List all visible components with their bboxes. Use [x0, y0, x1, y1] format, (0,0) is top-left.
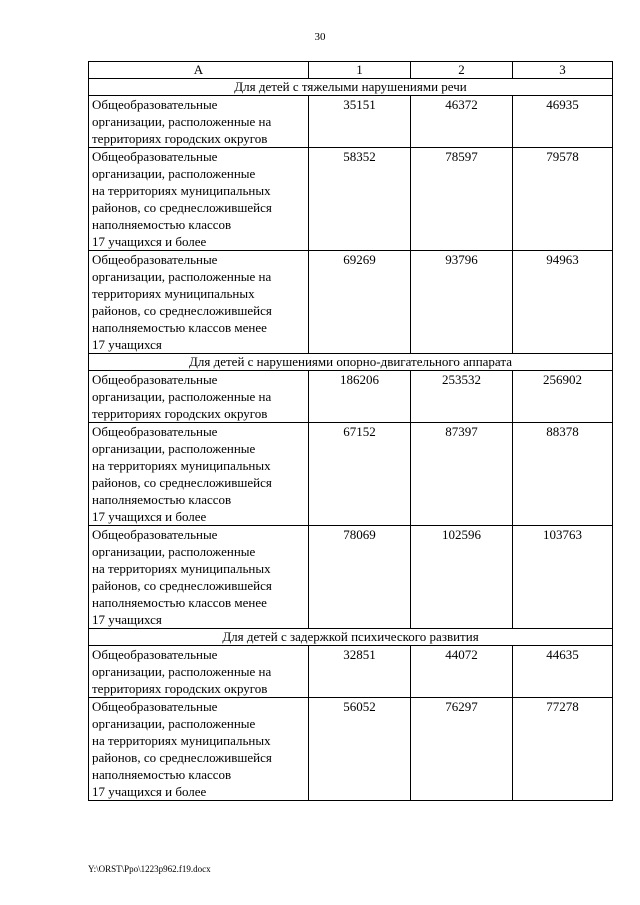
organization-type-cell [89, 371, 309, 423]
value-cell-3: 77278 [513, 698, 613, 801]
organization-type-line: Общеобразовательные [92, 527, 218, 542]
value-cell-1: 58352 [309, 148, 411, 251]
organization-type-line: на территориях муниципальных [92, 458, 271, 473]
table-row [89, 371, 613, 423]
organization-type-line: районов, со среднесложившейся [92, 200, 272, 215]
organization-type-line: организации, расположенные [92, 544, 256, 559]
organization-type-line: районов, со среднесложившейся [92, 750, 272, 765]
value-cell-1: 186206 [309, 371, 411, 423]
organization-type-line: наполняемостью классов [92, 767, 232, 782]
organization-type-line: Общеобразовательные [92, 149, 218, 164]
organization-type-line: территориях муниципальных [92, 286, 255, 301]
organization-type-line: районов, со среднесложившейся [92, 303, 272, 318]
organization-type-line: Общеобразовательные [92, 97, 218, 112]
value-cell-2: 253532 [411, 371, 513, 423]
page-number: 30 [314, 31, 326, 43]
organization-type-line: на территориях муниципальных [92, 183, 271, 198]
organization-type-line: наполняемостью классов [92, 492, 232, 507]
value-cell-2: 76297 [411, 698, 513, 801]
value-cell-2: 78597 [411, 148, 513, 251]
section-title: Для детей с тяжелыми нарушениями речи [89, 79, 613, 96]
table-header-row [89, 62, 613, 79]
value-cell-2: 102596 [411, 526, 513, 629]
organization-type-line: территориях городских округов [92, 406, 268, 421]
value-cell-2: 44072 [411, 646, 513, 698]
organization-type-line: территориях городских округов [92, 681, 268, 696]
organization-type-line: 17 учащихся и более [92, 234, 207, 249]
organization-type-cell [89, 423, 309, 526]
organization-type-line: районов, со среднесложившейся [92, 475, 272, 490]
value-cell-1: 78069 [309, 526, 411, 629]
value-cell-2: 87397 [411, 423, 513, 526]
organization-type-cell [89, 698, 309, 801]
table-body [89, 79, 613, 801]
organization-type-line: наполняемостью классов менее [92, 595, 267, 610]
value-cell-3: 88378 [513, 423, 613, 526]
organization-type-cell [89, 646, 309, 698]
footer-file-path: Y:\ORST\Ppo\1223p962.f19.docx [88, 864, 211, 874]
table-row [89, 148, 613, 251]
organization-type-line: 17 учащихся и более [92, 509, 207, 524]
value-cell-1: 67152 [309, 423, 411, 526]
value-cell-1: 35151 [309, 96, 411, 148]
column-header: 3 [513, 62, 613, 79]
organization-type-line: на территориях муниципальных [92, 561, 271, 576]
organization-type-cell [89, 251, 309, 354]
organization-type-line: организации, расположенные на [92, 664, 272, 679]
table-row [89, 526, 613, 629]
value-cell-1: 69269 [309, 251, 411, 354]
column-header: 1 [309, 62, 411, 79]
value-cell-3: 44635 [513, 646, 613, 698]
organization-type-line: Общеобразовательные [92, 252, 218, 267]
organization-type-line: 17 учащихся [92, 612, 162, 627]
organization-type-line: организации, расположенные [92, 166, 256, 181]
organization-type-cell [89, 96, 309, 148]
value-cell-3: 94963 [513, 251, 613, 354]
table-row [89, 646, 613, 698]
organization-type-line: территориях городских округов [92, 131, 268, 146]
value-cell-1: 32851 [309, 646, 411, 698]
organization-type-line: Общеобразовательные [92, 424, 218, 439]
organization-type-line: наполняемостью классов менее [92, 320, 267, 335]
value-cell-3: 103763 [513, 526, 613, 629]
organization-type-cell [89, 148, 309, 251]
organization-type-line: организации, расположенные на [92, 269, 272, 284]
table-row [89, 698, 613, 801]
table-row [89, 96, 613, 148]
organization-type-line: 17 учащихся [92, 337, 162, 352]
organization-type-line: Общеобразовательные [92, 647, 218, 662]
section-header-row [89, 354, 613, 371]
section-title: Для детей с нарушениями опорно-двигательного аппарата [89, 354, 613, 371]
organization-type-line: организации, расположенные на [92, 389, 272, 404]
organization-type-line: организации, расположенные на [92, 114, 272, 129]
value-cell-1: 56052 [309, 698, 411, 801]
table-row [89, 251, 613, 354]
organization-type-line: организации, расположенные [92, 716, 256, 731]
column-header: A [89, 62, 309, 79]
value-cell-2: 93796 [411, 251, 513, 354]
organization-type-line: наполняемостью классов [92, 217, 232, 232]
value-cell-2: 46372 [411, 96, 513, 148]
value-cell-3: 79578 [513, 148, 613, 251]
organization-type-line: организации, расположенные [92, 441, 256, 456]
organization-type-cell [89, 526, 309, 629]
table-row [89, 423, 613, 526]
section-title: Для детей с задержкой психического развития [89, 629, 613, 646]
section-header-row [89, 79, 613, 96]
value-cell-3: 46935 [513, 96, 613, 148]
organization-type-line: районов, со среднесложившейся [92, 578, 272, 593]
value-cell-3: 256902 [513, 371, 613, 423]
column-header: 2 [411, 62, 513, 79]
data-table [88, 61, 613, 801]
section-header-row [89, 629, 613, 646]
organization-type-line: Общеобразовательные [92, 699, 218, 714]
organization-type-line: 17 учащихся и более [92, 784, 207, 799]
organization-type-line: на территориях муниципальных [92, 733, 271, 748]
organization-type-line: Общеобразовательные [92, 372, 218, 387]
